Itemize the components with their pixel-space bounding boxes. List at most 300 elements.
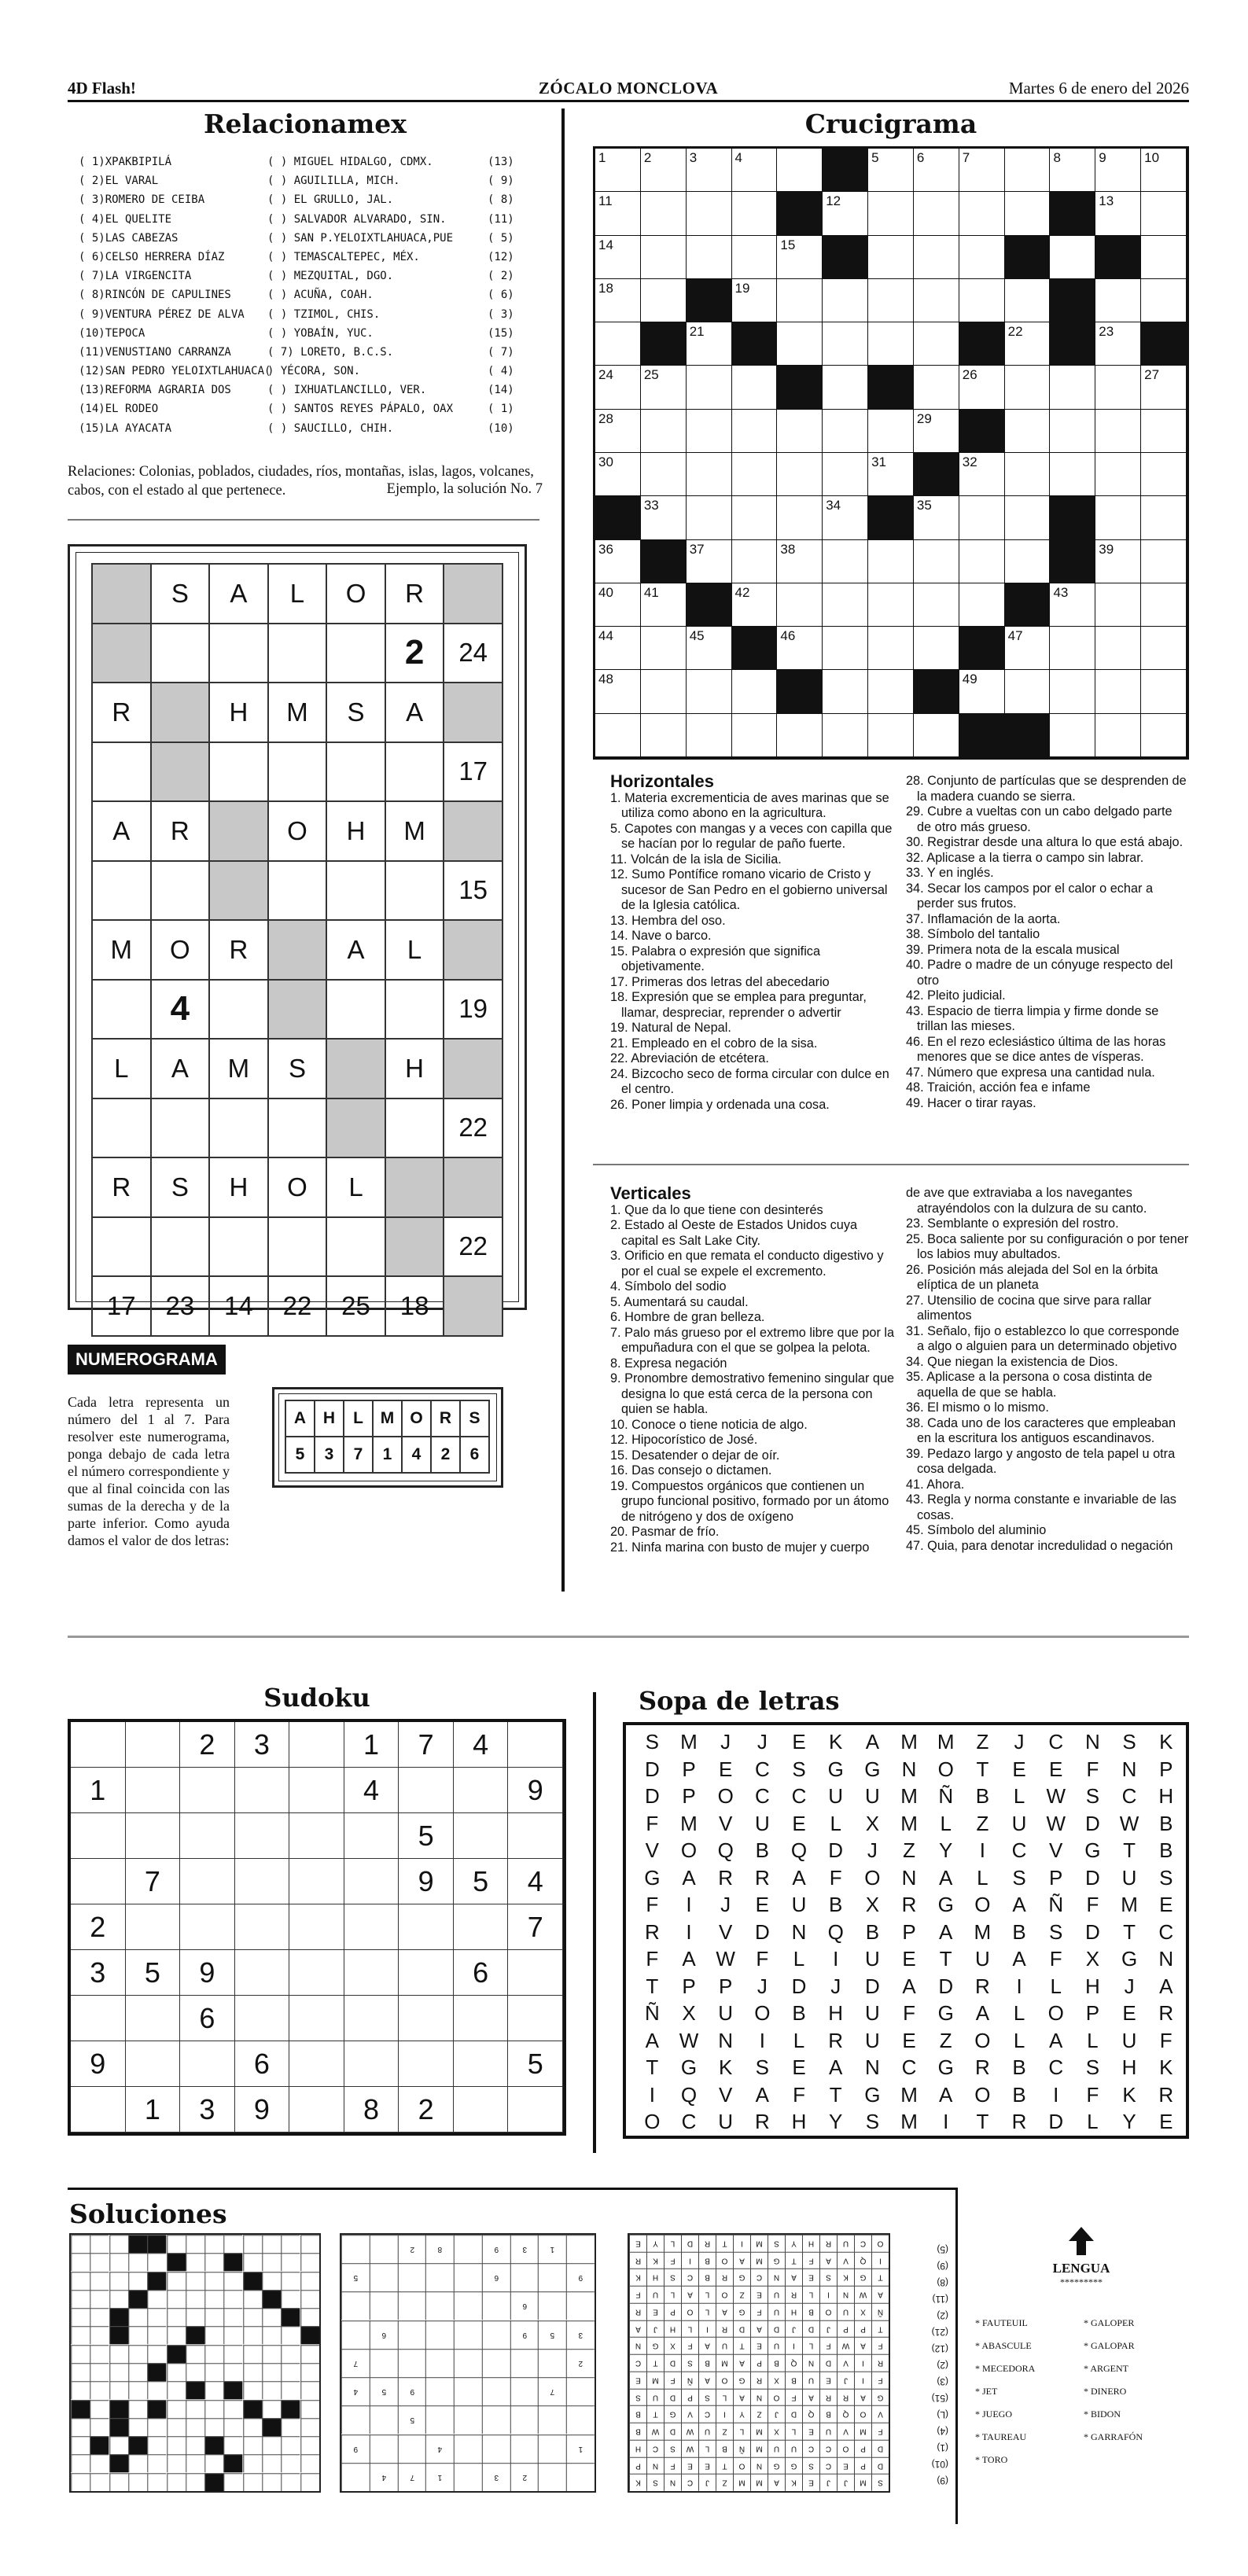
crossword-cell[interactable] [732, 714, 778, 757]
word-search-letter[interactable]: L [1050, 1974, 1062, 1998]
numerograma-cell[interactable] [385, 861, 444, 921]
word-search-letter[interactable]: N [718, 2028, 734, 2052]
word-search-letter[interactable]: D [1048, 2110, 1064, 2133]
crossword-cell[interactable] [687, 149, 732, 192]
sudoku-cell[interactable] [344, 1813, 399, 1859]
word-search-letter[interactable]: Z [939, 2028, 952, 2052]
numerograma-cell[interactable]: 25 [326, 1276, 385, 1336]
crossword-cell[interactable] [1005, 540, 1051, 583]
word-search-letter[interactable]: E [792, 2055, 806, 2079]
crossword-cell[interactable] [1005, 453, 1051, 496]
crossword-cell[interactable] [914, 714, 959, 757]
crossword-cell[interactable] [868, 670, 914, 713]
crossword-cell[interactable] [959, 496, 1005, 539]
sudoku-cell[interactable] [508, 1996, 563, 2041]
word-search-letter[interactable]: N [901, 1757, 917, 1781]
numerograma-cell[interactable]: 2 [385, 624, 444, 683]
sudoku-cell[interactable] [508, 1813, 563, 1859]
numerograma-cell[interactable] [209, 801, 268, 861]
numerograma-cell[interactable] [268, 980, 327, 1040]
word-search-letter[interactable]: E [792, 1730, 806, 1754]
crossword-cell[interactable] [732, 366, 778, 409]
crossword-cell[interactable] [687, 540, 732, 583]
crossword-cell[interactable] [732, 149, 778, 192]
crossword-cell[interactable] [732, 410, 778, 453]
sudoku-cell[interactable]: 6 [235, 2041, 290, 2087]
word-search-letter[interactable]: T [976, 1757, 989, 1781]
word-search-letter[interactable]: R [828, 2028, 844, 2052]
word-search-letter[interactable]: D [754, 1919, 770, 1944]
sudoku-cell[interactable] [508, 1950, 563, 1996]
sudoku-cell[interactable] [235, 1768, 290, 1813]
word-search-letter[interactable]: M [900, 1730, 918, 1754]
word-search-letter[interactable]: T [829, 2082, 842, 2107]
numerograma-cell[interactable] [209, 980, 268, 1040]
sudoku-cell[interactable]: 4 [454, 1722, 509, 1768]
crossword-cell[interactable] [1050, 366, 1095, 409]
word-search-letter[interactable]: W [1046, 1784, 1066, 1808]
word-search-letter[interactable]: I [649, 2082, 655, 2107]
word-search-letter[interactable]: M [974, 1919, 992, 1944]
sudoku-cell[interactable] [71, 1996, 126, 2041]
word-search-letter[interactable]: E [792, 1811, 806, 1835]
word-search-letter[interactable]: E [719, 1757, 733, 1781]
numerograma-cell[interactable]: M [92, 920, 151, 980]
word-search-letter[interactable]: B [1012, 1919, 1026, 1944]
word-search-letter[interactable]: N [791, 1919, 807, 1944]
crossword-cell[interactable] [777, 583, 823, 627]
word-search-letter[interactable]: S [1012, 1865, 1026, 1890]
crossword-cell[interactable] [732, 192, 778, 235]
crossword-cell[interactable] [823, 670, 868, 713]
sudoku-cell[interactable] [289, 1859, 344, 1904]
sudoku-cell[interactable] [235, 1813, 290, 1859]
sudoku-cell[interactable] [289, 1904, 344, 1950]
word-search-letter[interactable]: A [939, 1865, 953, 1890]
numerograma-cell[interactable] [209, 742, 268, 802]
numerograma-cell[interactable]: M [268, 683, 327, 742]
crossword-cell[interactable] [868, 410, 914, 453]
crossword-cell[interactable] [595, 366, 641, 409]
crossword-cell[interactable] [1095, 453, 1141, 496]
crossword-cell[interactable] [595, 670, 641, 713]
sudoku-cell[interactable] [454, 2087, 509, 2133]
word-search-letter[interactable]: S [755, 2055, 770, 2079]
crossword-cell[interactable] [1005, 496, 1051, 539]
crossword-cell[interactable] [595, 322, 641, 366]
sudoku-cell[interactable] [235, 1904, 290, 1950]
word-search-letter[interactable]: C [791, 1784, 807, 1808]
word-search-letter[interactable]: B [792, 2001, 806, 2025]
crossword-cell[interactable] [959, 192, 1005, 235]
sudoku-cell[interactable] [344, 1904, 399, 1950]
crossword-cell[interactable] [1050, 670, 1095, 713]
numerograma-cell[interactable] [385, 1098, 444, 1158]
word-search-letter[interactable]: I [686, 1893, 692, 1916]
word-search-letter[interactable]: U [754, 1811, 770, 1835]
numerograma-cell[interactable]: 22 [444, 1217, 503, 1277]
sudoku-cell[interactable] [71, 1859, 126, 1904]
word-search-letter[interactable]: A [645, 2028, 659, 2052]
numerograma-cell[interactable]: L [326, 1157, 385, 1217]
crossword-cell[interactable] [868, 540, 914, 583]
word-search-letter[interactable]: L [1087, 2028, 1099, 2052]
crossword-cell[interactable] [595, 540, 641, 583]
sudoku-cell[interactable]: 7 [399, 1722, 454, 1768]
word-search-letter[interactable]: Q [717, 1838, 734, 1862]
word-search-letter[interactable]: S [1159, 1865, 1173, 1890]
word-search-letter[interactable]: F [756, 1947, 769, 1971]
crossword-cell[interactable] [959, 540, 1005, 583]
word-search-letter[interactable]: F [1086, 2082, 1099, 2107]
crossword-cell[interactable] [959, 670, 1005, 713]
word-search-letter[interactable]: R [1158, 2082, 1174, 2107]
crossword-cell[interactable] [595, 410, 641, 453]
crossword-cell[interactable] [914, 149, 959, 192]
crossword-cell[interactable] [1005, 279, 1051, 322]
numerograma-cell[interactable]: R [151, 801, 210, 861]
word-search-letter[interactable]: M [900, 2110, 918, 2133]
sudoku-cell[interactable] [126, 1904, 181, 1950]
sudoku-cell[interactable] [399, 1904, 454, 1950]
crossword-cell[interactable] [823, 192, 868, 235]
word-search-letter[interactable]: U [718, 2110, 734, 2133]
word-search-letter[interactable]: L [940, 1811, 952, 1835]
numerograma-cell[interactable]: A [151, 1039, 210, 1098]
sudoku-cell[interactable] [180, 1813, 235, 1859]
word-search-letter[interactable]: G [937, 2001, 954, 2025]
word-search-letter[interactable]: R [754, 1865, 770, 1890]
crossword-cell[interactable] [1050, 714, 1095, 757]
crossword-cell[interactable] [823, 496, 868, 539]
sudoku-cell[interactable] [454, 1813, 509, 1859]
sudoku-cell[interactable] [344, 2041, 399, 2087]
word-search-letter[interactable]: E [902, 1947, 916, 1971]
word-search-letter[interactable]: W [716, 1947, 735, 1971]
crossword-cell[interactable] [732, 236, 778, 279]
numerograma-cell[interactable]: H [209, 1157, 268, 1217]
sudoku-cell[interactable]: 3 [235, 1722, 290, 1768]
word-search-letter[interactable]: E [902, 2028, 916, 2052]
sudoku-cell[interactable] [454, 1768, 509, 1813]
word-search-grid[interactable] [623, 1722, 1189, 2139]
crossword-cell[interactable] [1005, 627, 1051, 670]
crossword-cell[interactable] [777, 540, 823, 583]
word-search-letter[interactable]: J [830, 1974, 841, 1998]
crossword-cell[interactable] [641, 453, 687, 496]
word-search-letter[interactable]: S [1122, 1730, 1136, 1754]
word-search-letter[interactable]: E [1159, 2110, 1173, 2133]
numerograma-cell[interactable]: 22 [444, 1098, 503, 1158]
word-search-letter[interactable]: R [754, 2110, 770, 2133]
word-search-letter[interactable]: A [755, 2082, 770, 2107]
word-search-letter[interactable]: I [979, 1838, 985, 1862]
sudoku-cell[interactable]: 5 [126, 1950, 181, 1996]
crossword-cell[interactable] [959, 583, 1005, 627]
word-search-letter[interactable]: W [1119, 1811, 1139, 1835]
numerograma-cell[interactable]: 23 [151, 1276, 210, 1336]
numerograma-cell[interactable] [209, 1217, 268, 1277]
numerograma-cell[interactable] [385, 980, 444, 1040]
crossword-cell[interactable] [1095, 279, 1141, 322]
sudoku-cell[interactable] [344, 1950, 399, 1996]
numerograma-cell[interactable] [151, 742, 210, 802]
word-search-letter[interactable]: A [939, 1919, 953, 1944]
word-search-letter[interactable]: I [686, 1919, 692, 1944]
word-search-letter[interactable]: W [1046, 1811, 1066, 1835]
crossword-cell[interactable] [1141, 279, 1187, 322]
word-search-letter[interactable]: A [865, 1730, 880, 1754]
word-search-letter[interactable]: J [757, 1974, 768, 1998]
word-search-letter[interactable]: F [829, 1865, 842, 1890]
crossword-cell[interactable] [687, 714, 732, 757]
word-search-letter[interactable]: T [1123, 1838, 1136, 1862]
crossword-cell[interactable] [641, 149, 687, 192]
word-search-letter[interactable]: C [754, 1757, 770, 1781]
crossword-cell[interactable] [823, 583, 868, 627]
word-search-letter[interactable]: O [717, 1784, 734, 1808]
word-search-letter[interactable]: Y [829, 2110, 843, 2133]
crossword-cell[interactable] [823, 714, 868, 757]
word-search-letter[interactable]: O [974, 2082, 991, 2107]
crossword-cell[interactable] [1050, 410, 1095, 453]
word-search-letter[interactable]: P [682, 1974, 696, 1998]
word-search-letter[interactable]: F [1049, 1947, 1062, 1971]
word-search-letter[interactable]: P [1159, 1757, 1173, 1781]
crossword-cell[interactable] [1141, 540, 1187, 583]
crossword-cell[interactable] [1095, 714, 1141, 757]
word-search-letter[interactable]: E [755, 1893, 770, 1916]
numerograma-cell[interactable]: O [151, 920, 210, 980]
numerograma-cell[interactable]: O [326, 564, 385, 624]
word-search-letter[interactable]: F [646, 1811, 659, 1835]
crossword-cell[interactable] [914, 496, 959, 539]
word-search-letter[interactable]: V [1049, 1838, 1063, 1862]
crossword-cell[interactable] [959, 236, 1005, 279]
numerograma-cell[interactable]: H [209, 683, 268, 742]
word-search-letter[interactable]: U [718, 2001, 734, 2025]
word-search-letter[interactable]: D [1085, 1811, 1100, 1835]
word-search-letter[interactable]: O [974, 2028, 991, 2052]
word-search-letter[interactable]: U [828, 1784, 844, 1808]
numerograma-cell[interactable]: M [209, 1039, 268, 1098]
numerograma-cell[interactable] [151, 1217, 210, 1277]
crossword-cell[interactable] [595, 453, 641, 496]
crossword-cell[interactable] [1095, 192, 1141, 235]
crossword-cell[interactable] [914, 366, 959, 409]
word-search-letter[interactable]: I [1053, 2082, 1059, 2107]
sudoku-grid[interactable] [68, 1719, 566, 2136]
word-search-letter[interactable]: S [792, 1757, 806, 1781]
crossword-cell[interactable] [1005, 670, 1051, 713]
crossword-cell[interactable] [868, 453, 914, 496]
word-search-letter[interactable]: M [900, 1811, 918, 1835]
sudoku-cell[interactable] [399, 1950, 454, 1996]
word-search-letter[interactable]: U [864, 2001, 880, 2025]
sudoku-cell[interactable]: 1 [71, 1768, 126, 1813]
crossword-cell[interactable] [1141, 149, 1187, 192]
word-search-letter[interactable]: K [1122, 2082, 1136, 2107]
word-search-letter[interactable]: O [644, 2110, 661, 2133]
word-search-letter[interactable]: F [793, 2082, 805, 2107]
numerograma-cell[interactable] [444, 1039, 503, 1098]
crossword-cell[interactable] [595, 192, 641, 235]
numerograma-cell[interactable] [444, 801, 503, 861]
crossword-cell[interactable] [1141, 496, 1187, 539]
word-search-letter[interactable]: M [937, 1730, 955, 1754]
sudoku-cell[interactable] [126, 1722, 181, 1768]
crossword-cell[interactable] [1050, 583, 1095, 627]
word-search-letter[interactable]: M [900, 2082, 918, 2107]
word-search-letter[interactable]: D [828, 1838, 844, 1862]
crossword-cell[interactable] [1141, 583, 1187, 627]
crossword-cell[interactable] [868, 322, 914, 366]
sudoku-cell[interactable]: 1 [126, 2087, 181, 2133]
numerograma-cell[interactable] [92, 980, 151, 1040]
numerograma-cell[interactable] [92, 861, 151, 921]
word-search-letter[interactable]: A [682, 1865, 696, 1890]
numerograma-cell[interactable] [92, 742, 151, 802]
word-search-letter[interactable]: L [793, 2028, 805, 2052]
sudoku-cell[interactable] [126, 1813, 181, 1859]
sudoku-cell[interactable]: 2 [180, 1722, 235, 1768]
numerograma-cell[interactable] [268, 742, 327, 802]
crossword-cell[interactable] [1095, 149, 1141, 192]
word-search-letter[interactable]: D [644, 1757, 660, 1781]
sudoku-cell[interactable]: 9 [235, 2087, 290, 2133]
numerograma-cell[interactable] [92, 1098, 151, 1158]
sudoku-cell[interactable] [126, 1768, 181, 1813]
sudoku-cell[interactable] [126, 2041, 181, 2087]
sudoku-cell[interactable]: 1 [344, 1722, 399, 1768]
numerograma-cell[interactable] [151, 683, 210, 742]
sudoku-cell[interactable] [180, 1904, 235, 1950]
word-search-letter[interactable]: A [682, 1947, 696, 1971]
crossword-cell[interactable] [868, 192, 914, 235]
numerograma-cell[interactable] [444, 683, 503, 742]
word-search-letter[interactable]: H [1121, 2055, 1137, 2079]
word-search-letter[interactable]: S [1085, 2055, 1100, 2079]
word-search-letter[interactable]: E [1049, 1757, 1063, 1781]
word-search-letter[interactable]: J [720, 1893, 731, 1916]
crossword-cell[interactable] [777, 714, 823, 757]
numerograma-cell[interactable] [326, 861, 385, 921]
word-search-letter[interactable]: T [1123, 1919, 1136, 1944]
word-search-letter[interactable]: D [938, 1974, 954, 1998]
crossword-cell[interactable] [914, 583, 959, 627]
word-search-letter[interactable]: O [974, 1893, 991, 1916]
crossword-cell[interactable] [1141, 453, 1187, 496]
crossword-cell[interactable] [914, 540, 959, 583]
word-search-letter[interactable]: O [864, 1865, 881, 1890]
crossword-cell[interactable] [777, 496, 823, 539]
sudoku-cell[interactable]: 4 [344, 1768, 399, 1813]
crossword-cell[interactable] [732, 496, 778, 539]
crossword-cell[interactable] [914, 410, 959, 453]
crossword-cell[interactable] [732, 583, 778, 627]
word-search-letter[interactable]: D [791, 1974, 807, 1998]
crossword-cell[interactable] [1095, 410, 1141, 453]
crossword-cell[interactable] [868, 583, 914, 627]
numerograma-cell[interactable]: R [385, 564, 444, 624]
crossword-cell[interactable] [1095, 496, 1141, 539]
word-search-letter[interactable]: J [867, 1838, 878, 1862]
crossword-cell[interactable] [687, 410, 732, 453]
word-search-letter[interactable]: R [718, 1865, 734, 1890]
word-search-letter[interactable]: I [833, 1947, 839, 1971]
word-search-letter[interactable]: S [865, 2110, 880, 2133]
crossword-cell[interactable] [823, 540, 868, 583]
word-search-letter[interactable]: A [1012, 1893, 1026, 1916]
word-search-letter[interactable]: L [1013, 2028, 1025, 2052]
numerograma-cell[interactable] [326, 1098, 385, 1158]
crossword-cell[interactable] [1095, 540, 1141, 583]
numerograma-cell[interactable] [209, 624, 268, 683]
word-search-letter[interactable]: B [975, 1784, 990, 1808]
crossword-cell[interactable] [914, 627, 959, 670]
word-search-letter[interactable]: J [1014, 1730, 1025, 1754]
numerograma-cell[interactable]: O [268, 801, 327, 861]
crossword-cell[interactable] [595, 714, 641, 757]
word-search-letter[interactable]: F [1086, 1757, 1099, 1781]
word-search-letter[interactable]: C [1158, 1919, 1174, 1944]
numerograma-cell[interactable]: A [209, 564, 268, 624]
word-search-letter[interactable]: P [902, 1919, 916, 1944]
crossword-cell[interactable] [1095, 627, 1141, 670]
word-search-letter[interactable]: H [1085, 1974, 1100, 1998]
crossword-cell[interactable] [1095, 670, 1141, 713]
crossword-cell[interactable] [1050, 627, 1095, 670]
word-search-letter[interactable]: M [680, 1730, 698, 1754]
word-search-letter[interactable]: G [864, 2082, 881, 2107]
word-search-letter[interactable]: U [974, 1947, 990, 1971]
word-search-letter[interactable]: K [829, 1730, 843, 1754]
word-search-letter[interactable]: U [864, 1784, 880, 1808]
sudoku-cell[interactable]: 9 [399, 1859, 454, 1904]
numerograma-cell[interactable] [444, 1276, 503, 1336]
crossword-grid[interactable] [593, 146, 1189, 760]
crossword-cell[interactable] [914, 236, 959, 279]
sudoku-cell[interactable] [71, 2087, 126, 2133]
crossword-cell[interactable] [687, 453, 732, 496]
numerograma-cell[interactable]: R [92, 683, 151, 742]
numerograma-cell[interactable] [326, 980, 385, 1040]
word-search-letter[interactable]: H [828, 2001, 844, 2025]
word-search-letter[interactable]: G [937, 2055, 954, 2079]
word-search-letter[interactable]: A [1049, 2028, 1063, 2052]
sudoku-cell[interactable]: 6 [180, 1996, 235, 2041]
numerograma-cell[interactable]: H [326, 801, 385, 861]
word-search-letter[interactable]: D [864, 1974, 880, 1998]
numerograma-cell[interactable] [268, 624, 327, 683]
word-search-letter[interactable]: H [1158, 1784, 1174, 1808]
numerograma-cell[interactable]: 24 [444, 624, 503, 683]
sudoku-cell[interactable]: 7 [508, 1904, 563, 1950]
word-search-letter[interactable]: J [1124, 1974, 1135, 1998]
crossword-cell[interactable] [687, 670, 732, 713]
numerograma-cell[interactable]: R [92, 1157, 151, 1217]
crossword-cell[interactable] [687, 236, 732, 279]
sudoku-cell[interactable] [508, 2087, 563, 2133]
sudoku-cell[interactable]: 5 [399, 1813, 454, 1859]
sudoku-cell[interactable] [454, 1904, 509, 1950]
numerograma-cell[interactable]: M [385, 801, 444, 861]
word-search-letter[interactable]: Ñ [644, 2001, 660, 2025]
word-search-letter[interactable]: R [1158, 2001, 1174, 2025]
crossword-cell[interactable] [823, 279, 868, 322]
word-search-letter[interactable]: G [1121, 1947, 1138, 1971]
word-search-letter[interactable]: K [1159, 2055, 1173, 2079]
